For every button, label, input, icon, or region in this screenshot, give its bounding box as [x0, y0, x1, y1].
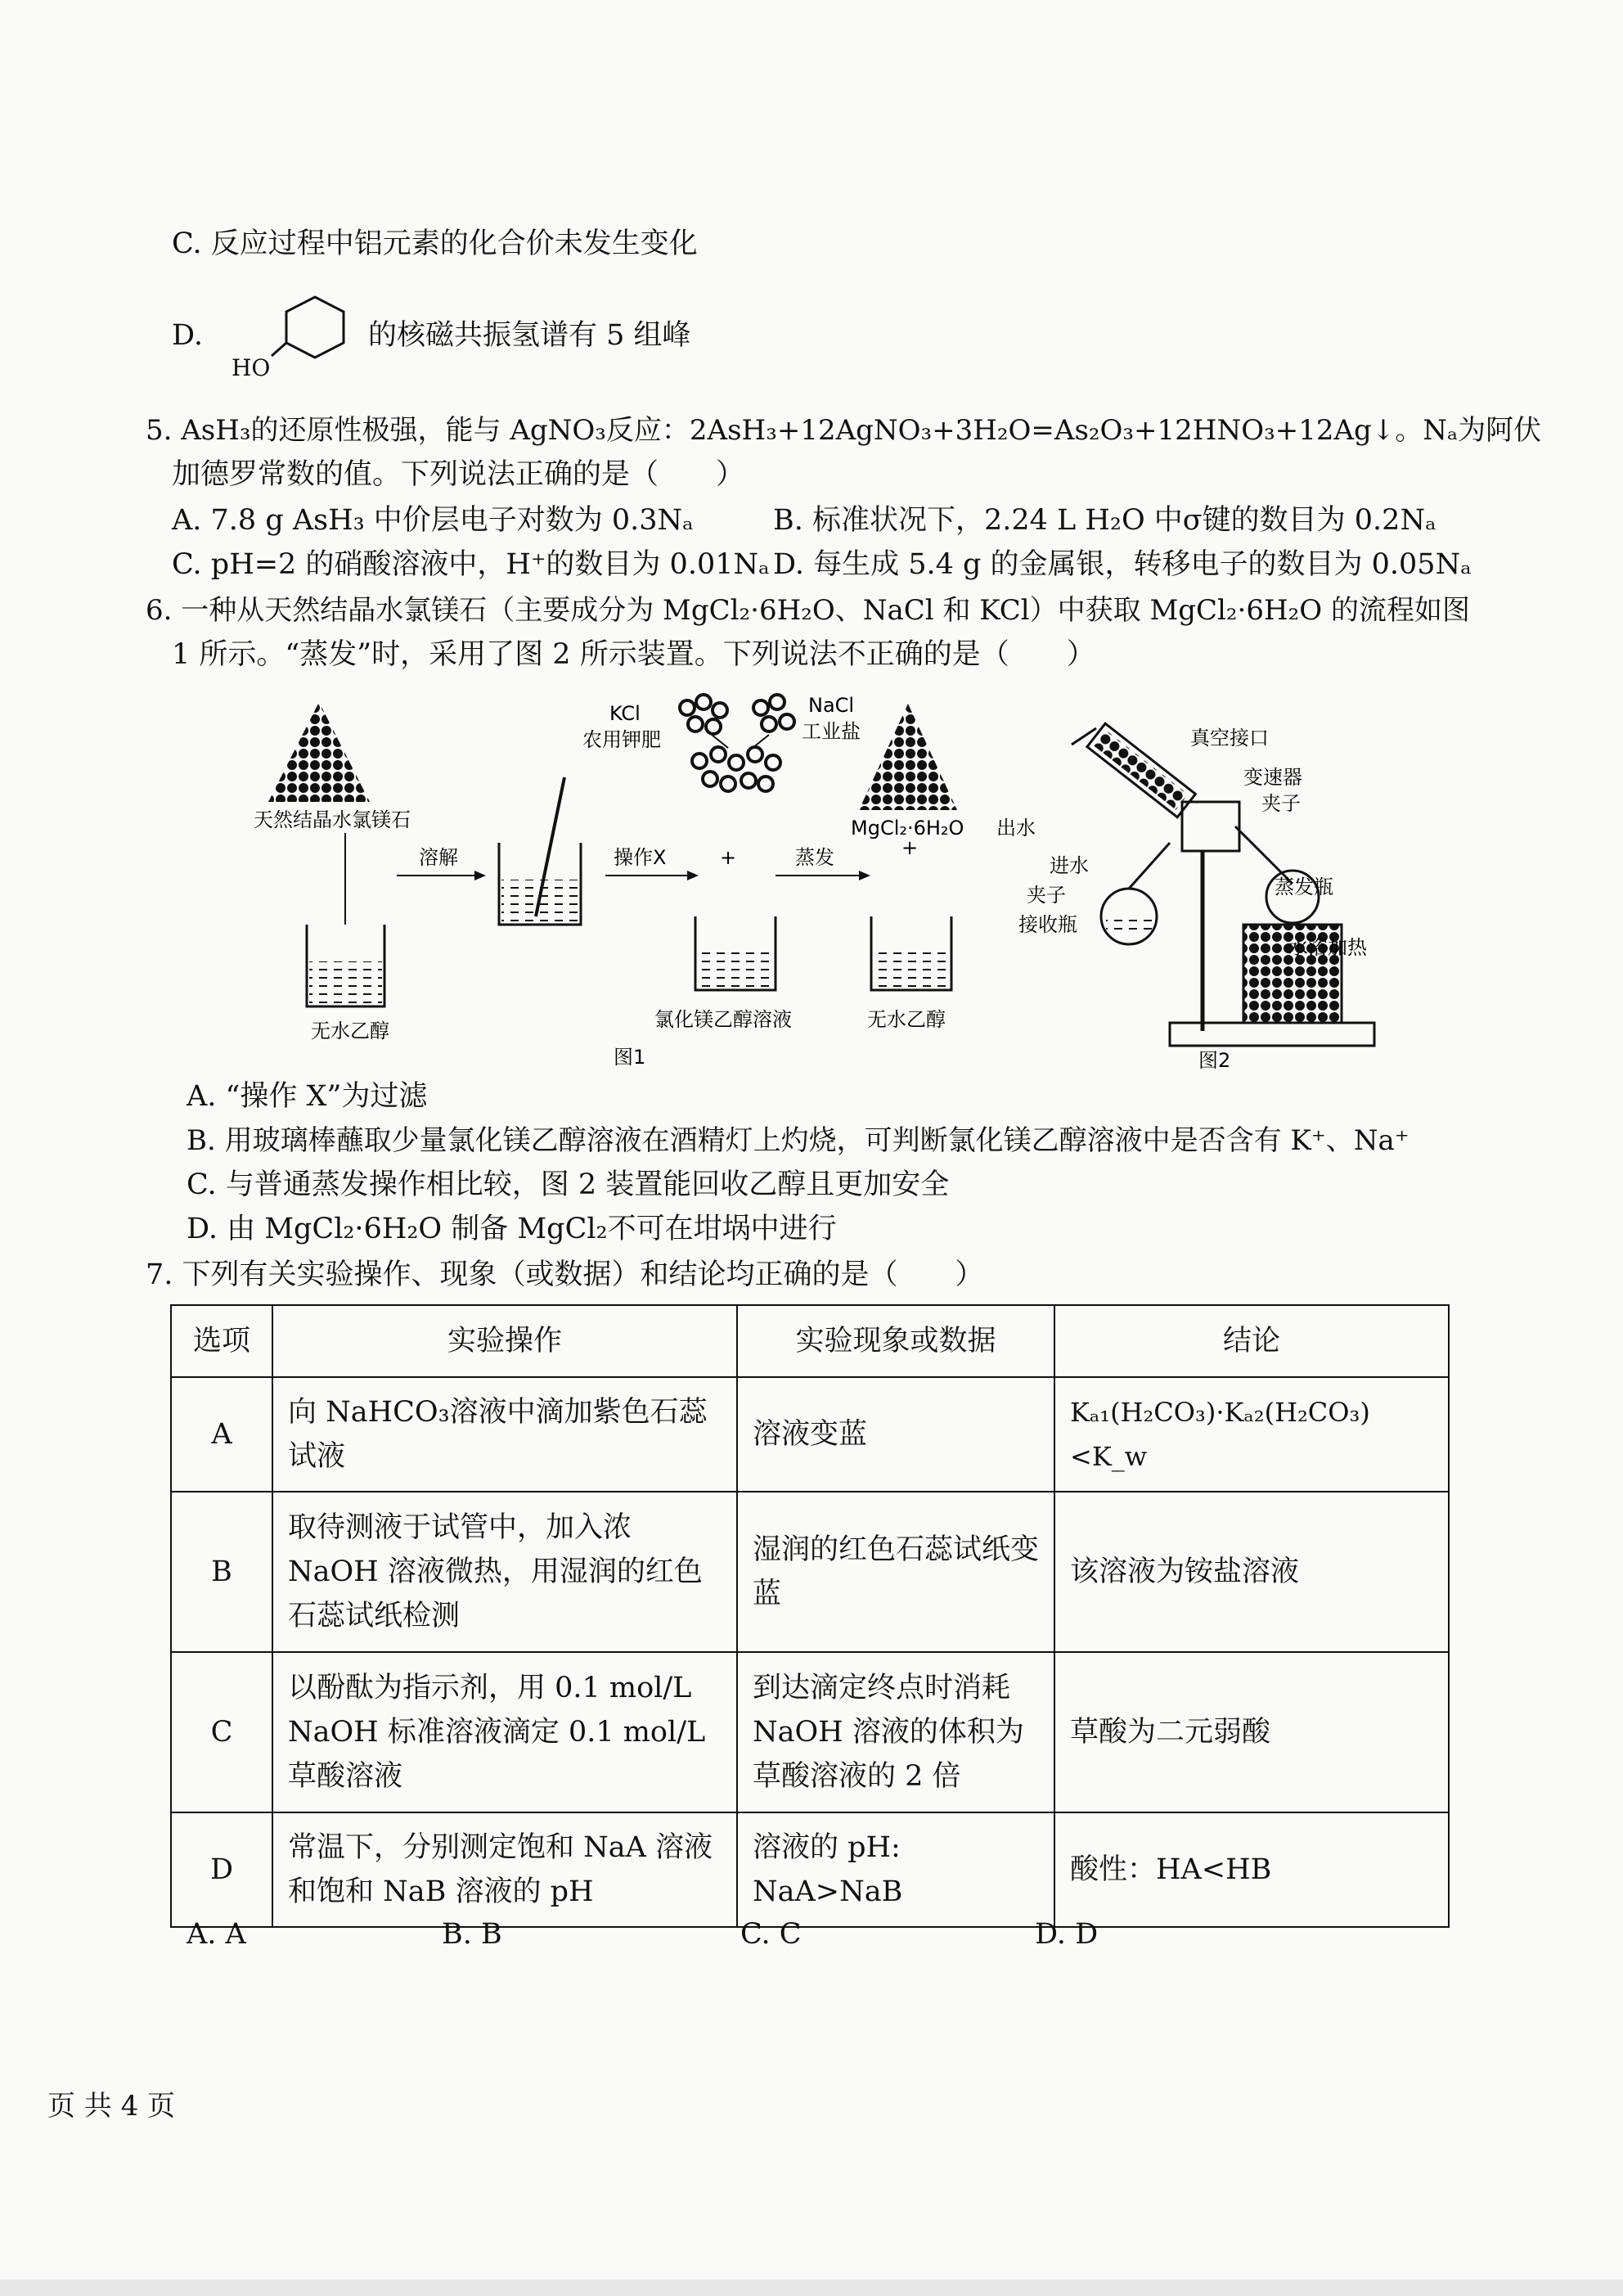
process-diagram	[229, 679, 1391, 1072]
row-c-conclusion: 草酸为二元弱酸	[1054, 1652, 1449, 1812]
q5-option-a: A. 7.8 g AsH₃ 中价层电子对数为 0.3Nₐ	[172, 504, 694, 537]
vacuum-label: 真空接口	[1190, 727, 1269, 750]
row-d-operation: 常温下，分别测定饱和 NaA 溶液和饱和 NaB 溶液的 pH	[272, 1812, 737, 1927]
table-row	[171, 1652, 1449, 1812]
water-in-label: 进水	[1050, 854, 1089, 877]
plus-label-2: +	[901, 836, 919, 859]
scan-edge	[0, 2280, 1623, 2296]
q6-stem-line1: 6. 一种从天然结晶水氯镁石（主要成分为 MgCl₂·6H₂O、NaCl 和 KCl）中获取 MgCl₂·6H₂O 的流程如图	[146, 594, 1470, 627]
row-a-operation: 向 NaHCO₃溶液中滴加紫色石蕊试液	[272, 1377, 737, 1492]
mgcl-product-label: MgCl₂·6H₂O	[851, 817, 964, 840]
q5-stem-line1: 5. AsH₃的还原性极强，能与 AgNO₃反应：2AsH₃+12AgNO₃+3H₂O=As₂O₃+12HNO₃+12Ag↓。Nₐ为阿伏	[146, 414, 1542, 447]
ethanol-beaker-icon	[307, 925, 384, 1006]
operation-x-label: 操作X	[614, 846, 667, 869]
q7-answer-d: D. D	[1035, 1918, 1099, 1951]
clamp-label-2: 夹子	[1027, 884, 1066, 907]
q7-answer-a: A. A	[187, 1918, 246, 1951]
mineral-label: 天然结晶水氯镁石	[254, 808, 411, 831]
row-a-phenomenon: 溶液变蓝	[737, 1377, 1054, 1492]
ethanol-label-2: 无水乙醇	[867, 1008, 946, 1031]
ethanol-beaker-icon-2	[871, 916, 951, 990]
row-b-option: B	[171, 1492, 272, 1652]
q4-option-c: C. 反应过程中铝元素的化合价未发生变化	[172, 227, 698, 260]
q5-option-d: D. 每生成 5.4 g 的金属银，转移电子的数目为 0.05Nₐ	[773, 548, 1472, 581]
header-operation: 实验操作	[272, 1305, 737, 1377]
row-d-phenomenon: 溶液的 pH: NaA>NaB	[737, 1812, 1054, 1927]
mineral-pile-icon	[268, 702, 370, 802]
q6-option-a: A. “操作 X”为过滤	[187, 1080, 428, 1113]
kcl-label: KCl	[609, 702, 641, 725]
reducer-label: 变速器	[1243, 766, 1302, 789]
q7-answer-b: B. B	[442, 1918, 502, 1951]
q5-option-c: C. pH=2 的硝酸溶液中，H⁺的数目为 0.01Nₐ	[172, 548, 770, 581]
receiving-flask-label: 接收瓶	[1018, 913, 1077, 936]
row-c-phenomenon: 到达滴定终点时消耗 NaOH 溶液的体积为草酸溶液的 2 倍	[737, 1652, 1054, 1812]
clamp-label-1: 夹子	[1261, 792, 1301, 815]
q5-stem-line2: 加德罗常数的值。下列说法正确的是（ ）	[172, 458, 745, 491]
water-out-label: 出水	[996, 817, 1036, 840]
evaporate-label: 蒸发	[795, 846, 834, 869]
q6-option-d: D. 由 MgCl₂·6H₂O 制备 MgCl₂不可在坩埚中进行	[187, 1213, 837, 1245]
q7-stem: 7. 下列有关实验操作、现象（或数据）和结论均正确的是（ ）	[146, 1258, 984, 1291]
q7-answer-c: C. C	[740, 1918, 802, 1951]
page-footer: 页 共 4 页	[47, 2090, 176, 2123]
table-row	[171, 1492, 1449, 1652]
experiment-table	[170, 1304, 1450, 1928]
q6-stem-line2: 1 所示。“蒸发”时，采用了图 2 所示装置。下列说法不正确的是（ ）	[172, 638, 1095, 671]
figure1-caption: 图1	[614, 1046, 646, 1069]
row-b-operation: 取待测液于试管中，加入浓 NaOH 溶液微热，用湿润的红色石蕊试纸检测	[272, 1492, 737, 1652]
nacl-use-label: 工业盐	[802, 720, 861, 743]
row-a-conclusion: Kₐ₁(H₂CO₃)·Kₐ₂(H₂CO₃)<K_w	[1054, 1377, 1449, 1492]
mgcl-solution-label: 氯化镁乙醇溶液	[654, 1008, 792, 1031]
figure2-caption: 图2	[1198, 1049, 1231, 1072]
mgcl-solution-beaker-icon	[695, 916, 776, 990]
table-row	[171, 1377, 1449, 1492]
row-d-conclusion: 酸性：HA<HB	[1054, 1812, 1449, 1927]
header-option: 选项	[171, 1305, 272, 1377]
hydroxyl-label: HO	[232, 354, 271, 381]
water-bath-label: 水浴加热	[1288, 936, 1367, 959]
q6-option-b: B. 用玻璃棒蘸取少量氯化镁乙醇溶液在酒精灯上灼烧，可判断氯化镁乙醇溶液中是否含有 K⁺、Na⁺	[187, 1124, 1409, 1157]
mgcl-pile-icon	[859, 704, 957, 810]
plus-label-1: +	[720, 846, 737, 869]
q4-option-d-prefix: D.	[172, 319, 203, 352]
table-header-row	[171, 1305, 1449, 1377]
nacl-label: NaCl	[808, 694, 855, 717]
q5-option-b: B. 标准状况下，2.24 L H₂O 中σ键的数目为 0.2Nₐ	[773, 504, 1436, 537]
dissolving-beaker-icon	[499, 777, 581, 925]
row-b-conclusion: 该溶液为铵盐溶液	[1054, 1492, 1449, 1652]
ethanol-label-1: 无水乙醇	[311, 1020, 389, 1042]
table-row	[171, 1812, 1449, 1927]
q4-option-d-text: 的核磁共振氢谱有 5 组峰	[368, 319, 691, 352]
dissolve-label: 溶解	[419, 846, 458, 869]
row-a-option: A	[171, 1377, 272, 1492]
kcl-use-label: 农用钾肥	[582, 728, 661, 751]
q6-option-c: C. 与普通蒸发操作相比较，图 2 装置能回收乙醇且更加安全	[187, 1168, 950, 1201]
header-conclusion: 结论	[1054, 1305, 1449, 1377]
header-phenomenon: 实验现象或数据	[737, 1305, 1054, 1377]
evaporating-flask-label: 蒸发瓶	[1275, 876, 1333, 898]
row-b-phenomenon: 湿润的红色石蕊试纸变蓝	[737, 1492, 1054, 1652]
salt-crystals-icon	[680, 695, 794, 791]
row-c-option: C	[171, 1652, 272, 1812]
row-d-option: D	[171, 1812, 272, 1927]
row-c-operation: 以酚酞为指示剂，用 0.1 mol/L NaOH 标准溶液滴定 0.1 mol/L 草酸溶液	[272, 1652, 737, 1812]
